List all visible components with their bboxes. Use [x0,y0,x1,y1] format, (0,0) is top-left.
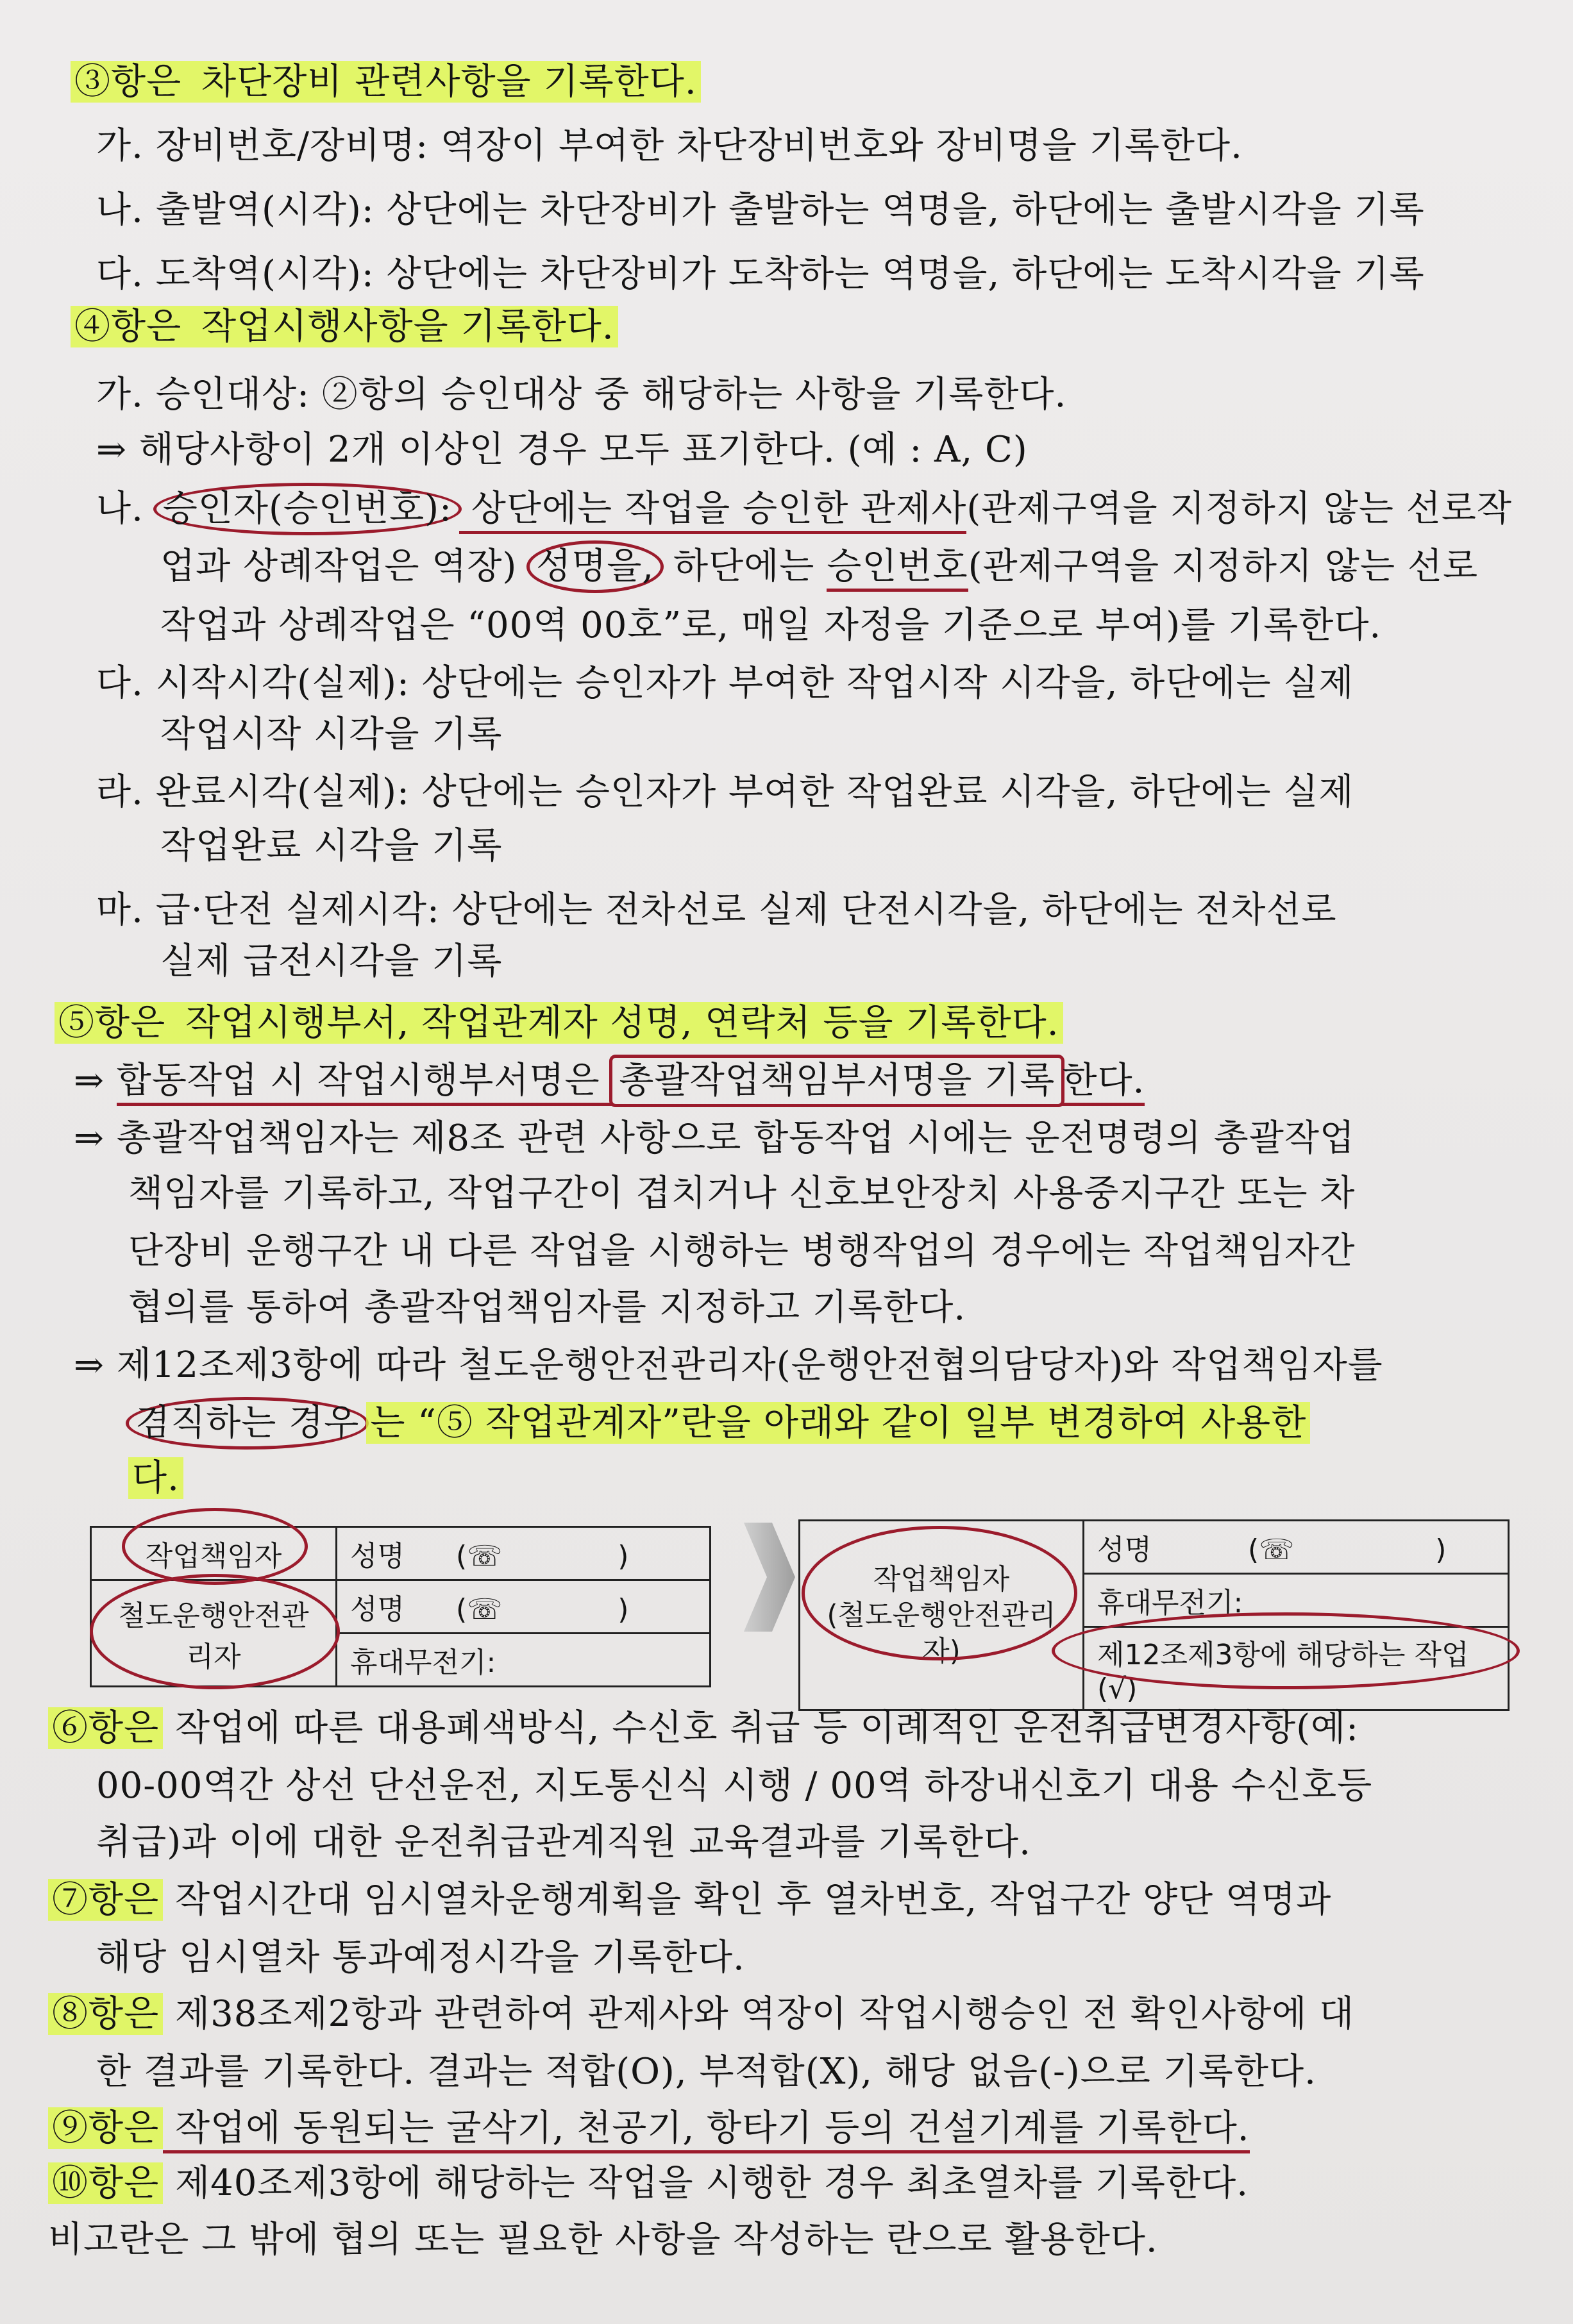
approver-label-circled: 승인자(승인번호): [153,483,462,535]
approver-station-text: 업과 상례작업은 역장) [160,546,530,587]
para-3-item-ga: 가. 장비번호/장비명: 역장이 부여한 차단장비번호와 장비명을 기록한다. [96,125,1243,167]
paren-close: ) [1435,1534,1447,1566]
form-before-name-2 [337,1580,711,1634]
para-5-note-3-line3 [128,1455,183,1501]
item-na-prefix: 나. [96,488,156,530]
remarks-line: 비고란은 그 밖에 협의 또는 필요한 사항을 작성하는 란으로 활용한다. [48,2219,1158,2261]
para-4-item-da-line2: 작업시작 시각을 기록 [160,714,503,755]
lower-note: (관제구역을 지정하지 않는 선로 [968,546,1479,587]
para-6-line2: 00-00역간 상선 단선운전, 지도통신식 시행 / 00역 하장내신호기 대용 수신호등 [96,1765,1373,1807]
para-4-item-ma-line1: 마. 급·단전 실제시각: 상단에는 전차선로 실제 단전시각을, 하단에는 전차선로 [96,889,1337,931]
form-before-name-1 [337,1527,711,1580]
note-ending: 한다. [1062,1060,1145,1106]
lower-text: 하단에는 [661,546,827,587]
name-label: 성명 [350,1593,405,1626]
para-6-line1 [48,1705,1359,1751]
arrow-prefix: ⇒ [74,1060,117,1101]
para-5-note-1 [74,1058,1145,1104]
para-4-item-ra-line1: 라. 완료시각(실제): 상단에는 승인자가 부여한 작업완료 시각을, 하단에는 실제 [96,771,1354,813]
para-10-marker: ⑩항은 [48,2162,163,2204]
paren-open: ( [456,1593,467,1626]
para-5-title: 작업시행부서, 작업관계자 성명, 연락처 등을 기록한다. [169,1002,1063,1044]
para-6-text: 작업에 따른 대용폐색방식, 수신호 취급 등 이례적인 운전취급변경사항(예: [163,1707,1359,1749]
label-line-1: 작업책임자 [873,1562,1010,1596]
form-after-mobile: 휴대무전기: [1084,1574,1509,1627]
note-end-char: 다. [128,1457,183,1499]
concurrent-case-text: 는 “⑤ 작업관계자”란을 아래와 같이 일부 변경하여 사용한 [366,1402,1310,1444]
para-7-line1 [48,1877,1331,1923]
para-7-line2: 해당 임시열차 통과예정시각을 기록한다. [96,1937,745,1978]
para-3-item-na: 나. 출발역(시각): 상단에는 차단장비가 출발하는 역명을, 하단에는 출발시각을 기록 [96,189,1425,231]
phone-icon: ☏ [467,1540,503,1573]
approval-number-underlined: 승인번호 [827,546,968,592]
form-after-name [1084,1521,1509,1574]
phone-icon: ☏ [1259,1534,1295,1566]
approver-upper-note: (관제구역을 지정하지 않는 선로작 [966,488,1513,530]
para-4-item-ra-line2: 작업완료 시각을 기록 [160,825,503,867]
para-8-marker: ⑧항은 [48,1993,163,2035]
para-10-text: 제40조제3항에 해당하는 작업을 시행한 경우 최초열차를 기록한다. [163,2162,1249,2204]
approver-upper-text: 상단에는 작업을 승인한 관제사 [459,488,966,534]
paren-open: ( [456,1540,467,1573]
para-4-item-ga: 가. 승인대상: ②항의 승인대상 중 해당하는 사항을 기록한다. [96,374,1067,415]
para-4-item-na-line2 [160,544,1478,590]
para-5-note-3-line1: ⇒ 제12조제3항에 따라 철도운행안전관리자(운행안전협의담당자)와 작업책임자를 [74,1344,1383,1386]
para-4-heading [71,304,618,350]
para-6-line3: 취급)과 이에 대한 운전취급관계직원 교육결과를 기록한다. [96,1821,1031,1863]
general-dept-boxed: 총괄작업책임부서명을 기록 [609,1055,1064,1107]
para-3-marker: ③항은 [71,61,185,103]
para-5-note-2-line3: 단장비 운행구간 내 다른 작업을 시행하는 병행작업의 경우에는 작업책임자간 [128,1230,1356,1272]
concurrent-case-circled: 겸직하는 경우 [126,1397,369,1450]
para-9-line [48,2105,1250,2152]
para-4-note: ⇒ 해당사항이 2개 이상인 경우 모두 표기한다. (예 : A, C) [96,429,1028,471]
para-5-note-2-line1: ⇒ 총괄작업책임자는 제8조 관련 사항으로 합동작업 시에는 운전명령의 총괄작업 [74,1117,1356,1159]
phone-icon: ☏ [467,1593,503,1626]
pen-circle-safety-manager [90,1574,340,1689]
para-10-line [48,2161,1249,2207]
para-4-item-da-line1: 다. 시작시각(실제): 상단에는 승인자가 부여한 작업시작 시각을, 하단에는 실제 [96,662,1354,704]
form-after-check: 제12조제3항에 해당하는 작업 (√) [1084,1627,1509,1710]
pen-circle-combined-label [802,1526,1077,1660]
name-label: 성명 [1097,1534,1152,1566]
name-circled: 성명을, [526,540,664,593]
para-8-line1 [48,1991,1354,2037]
joint-work-text: 합동작업 시 작업시행부서명은 [117,1060,612,1106]
para-6-marker: ⑥항은 [48,1707,163,1749]
para-4-marker: ④항은 [71,306,185,347]
para-8-line2: 한 결과를 기록한다. 결과는 적합(O), 부적합(X), 해당 없음(-)으로 기록한다. [96,2051,1316,2093]
transform-arrow-icon [744,1523,795,1632]
para-4-item-na-line1 [96,486,1512,532]
para-8-text: 제38조제2항과 관련하여 관제사와 역장이 작업시행승인 전 확인사항에 대 [163,1993,1355,2035]
name-label: 성명 [350,1540,405,1573]
form-before-label-1: 작업책임자 [91,1527,337,1580]
para-4-item-ma-line2: 실제 급전시각을 기록 [160,940,503,982]
para-3-item-da: 다. 도착역(시각): 상단에는 차단장비가 도착하는 역명을, 하단에는 도착시각을 기록 [96,253,1425,295]
para-9-marker: ⑨항은 [48,2107,163,2149]
para-5-note-2-line2: 책임자를 기록하고, 작업구간이 겹치거나 신호보안장치 사용중지구간 또는 차 [128,1173,1356,1214]
para-4-item-na-line3: 작업과 상례작업은 “00역 00호”로, 매일 자정을 기준으로 부여)를 기록한다. [160,605,1382,646]
para-9-text: 작업에 동원되는 굴삭기, 천공기, 항타기 등의 건설기계를 기록한다. [163,2107,1249,2153]
para-4-title: 작업시행사항을 기록한다. [185,306,618,347]
para-7-text: 작업시간대 임시열차운행계획을 확인 후 열차번호, 작업구간 양단 역명과 [163,1879,1332,1921]
form-before-mobile: 휴대무전기: [337,1634,711,1687]
para-5-note-2-line4: 협의를 통하여 총괄작업책임자를 지정하고 기록한다. [128,1287,966,1328]
para-3-title: 차단장비 관련사항을 기록한다. [185,61,700,103]
pen-circle-check-text [1052,1612,1520,1689]
form-before-label-2: 철도운행안전관리자 [91,1580,337,1687]
para-7-marker: ⑦항은 [48,1879,163,1921]
para-3-heading [71,59,701,105]
paren-close: ) [618,1540,629,1573]
para-5-marker: ⑤항은 [55,1002,169,1044]
paren-open: ( [1248,1534,1259,1566]
paren-close: ) [618,1593,629,1626]
para-5-heading [55,1000,1063,1046]
label-line-2: (철도운행안전관리자) [827,1598,1056,1668]
pen-circle-worker [122,1508,308,1585]
para-5-note-3-line2 [128,1400,1310,1446]
